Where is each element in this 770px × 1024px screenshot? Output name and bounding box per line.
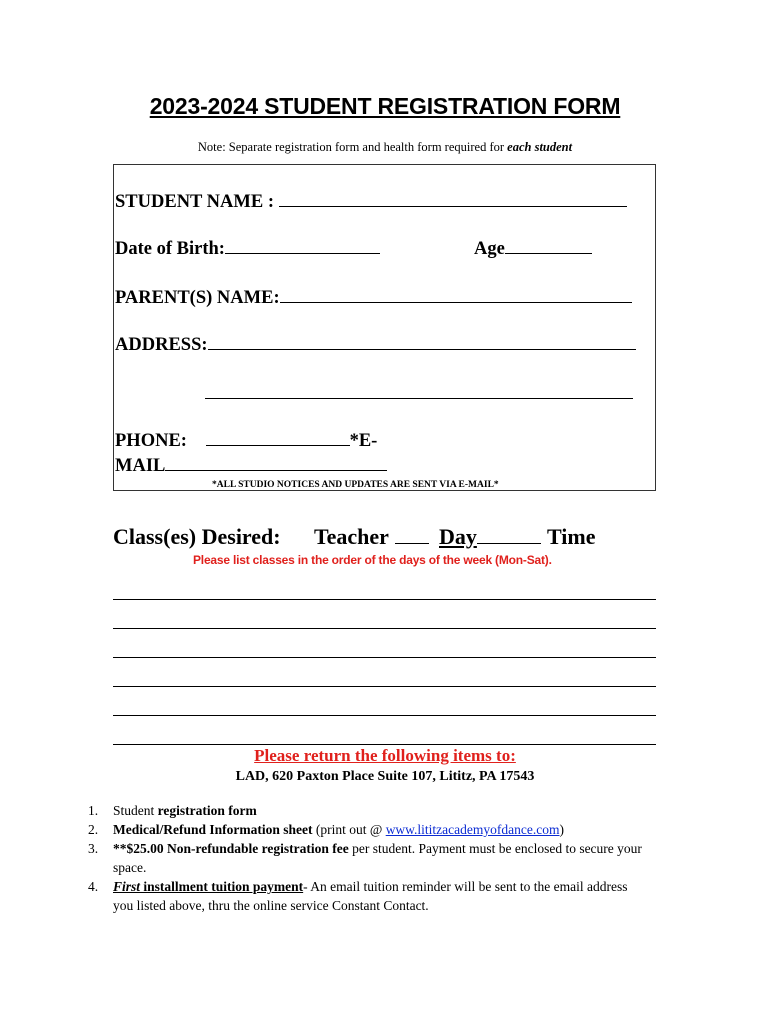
class-line-5[interactable]	[113, 715, 656, 716]
note-text: Note: Separate registration form and health form required for	[197, 140, 508, 154]
teacher-label	[314, 524, 429, 550]
class-line-2[interactable]	[113, 628, 656, 629]
website-link[interactable]: www.lititzacademyofdance.com	[385, 822, 560, 837]
address-field-line2[interactable]	[205, 398, 633, 399]
student-name-field[interactable]	[279, 192, 627, 207]
item-number: 2.	[88, 822, 99, 837]
item-number: 4.	[88, 879, 99, 894]
item-number: 1.	[88, 803, 99, 818]
return-address: LAD, 620 Paxton Place Suite 107, Lititz, PA 17543	[235, 769, 535, 784]
parent-name-label: PARENT(S) NAME:	[115, 288, 280, 308]
email-row	[115, 456, 387, 477]
address-row	[115, 335, 636, 356]
dob-field[interactable]	[225, 239, 380, 254]
item-text: - An email tuition reminder will be sent to the email address you listed above, thru the online service Constant Contact.	[113, 879, 628, 913]
item-text: )	[559, 822, 564, 837]
age-row	[474, 239, 592, 260]
teacher-blank	[395, 525, 429, 544]
item-number: 3.	[88, 841, 99, 856]
phone-label: PHONE:	[115, 431, 187, 451]
classes-instruction: Please list classes in the order of the days of the week (Mon-Sat).	[193, 553, 552, 567]
time-label: Time	[547, 524, 596, 549]
email-notice: *ALL STUDIO NOTICES AND UPDATES ARE SENT VIA E-MAIL*	[212, 480, 499, 490]
email-label-part1: *E-	[349, 431, 378, 451]
address-field-line1[interactable]	[208, 335, 636, 350]
list-item	[88, 839, 648, 879]
list-item	[88, 877, 648, 921]
age-field[interactable]	[505, 239, 592, 254]
class-line-1[interactable]	[113, 599, 656, 600]
address-label: ADDRESS:	[115, 335, 208, 355]
dob-row	[115, 239, 380, 260]
class-line-3[interactable]	[113, 657, 656, 658]
day-label	[439, 524, 541, 550]
teacher-text: Teacher	[314, 524, 389, 549]
class-line-4[interactable]	[113, 686, 656, 687]
item-bold: registration form	[157, 803, 257, 818]
classes-label: Class(es) Desired:	[113, 524, 281, 549]
class-line-6[interactable]	[113, 744, 656, 745]
parent-name-field[interactable]	[280, 288, 632, 303]
item-text: Student	[113, 803, 158, 818]
phone-row	[115, 431, 377, 452]
note-emphasis: each student	[507, 140, 573, 154]
day-text: Day	[439, 524, 477, 549]
item-text: per student. Payment must be enclosed to secure your space.	[113, 841, 642, 875]
form-note	[0, 140, 770, 155]
form-title: 2023-2024 STUDENT REGISTRATION FORM	[149, 93, 621, 119]
item-text: (print out @	[312, 822, 386, 837]
return-heading: Please return the following items to:	[254, 746, 516, 765]
item-bold: installment tuition payment	[140, 879, 304, 894]
phone-field[interactable]	[206, 431, 350, 446]
student-name-label: STUDENT NAME :	[115, 192, 274, 212]
student-name-row	[115, 192, 627, 213]
item-bold: Medical/Refund Information sheet	[113, 822, 313, 837]
email-label-part2: MAIL	[115, 456, 166, 476]
email-field[interactable]	[165, 456, 387, 471]
dob-label: Date of Birth:	[115, 239, 225, 259]
age-label: Age	[474, 239, 505, 259]
item-bold: **$25.00 Non-refundable registration fee	[113, 841, 349, 856]
parent-name-row	[115, 288, 632, 309]
item-bold-italic: First	[113, 879, 141, 894]
day-blank	[477, 525, 541, 544]
